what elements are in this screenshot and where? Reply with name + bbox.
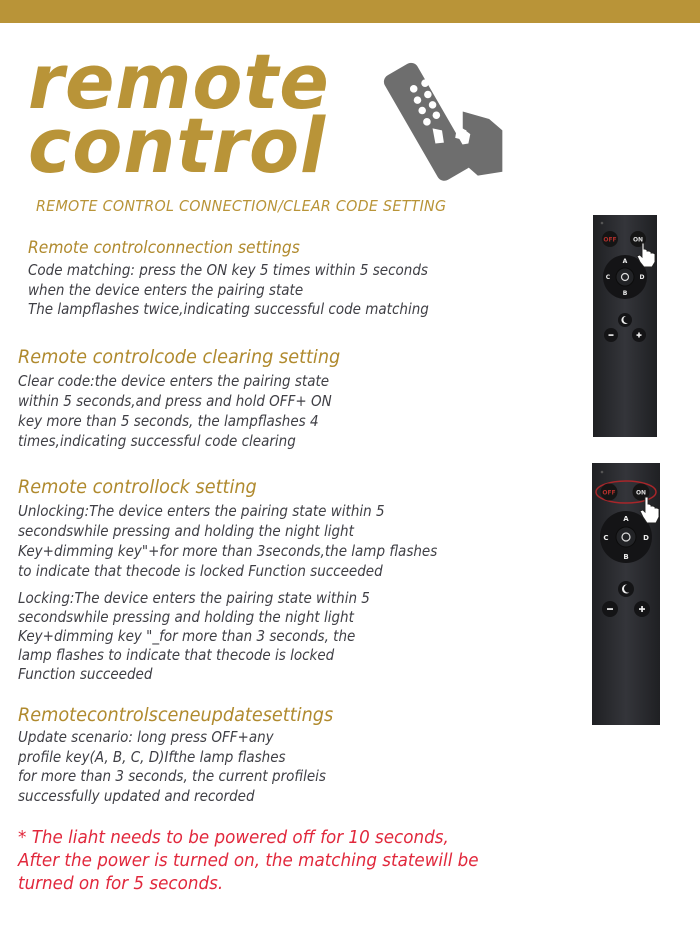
body-line: Unlocking:The device enters the pairing state within 5 xyxy=(18,502,385,520)
hero-title xyxy=(28,37,330,190)
svg-text:ON: ON xyxy=(632,236,644,244)
note-line: turned on for 5 seconds. xyxy=(18,873,224,894)
svg-text:A: A xyxy=(622,258,628,265)
section-body-unlocking xyxy=(18,501,437,581)
hero-title-line1: remote xyxy=(28,37,330,126)
section-code-clearing xyxy=(18,346,367,451)
body-line: within 5 seconds,and press and hold OFF+ ON xyxy=(18,392,332,410)
body-line: when the device enters the pairing state xyxy=(28,280,304,299)
svg-text:D: D xyxy=(643,534,649,542)
body-line: Function succeeded xyxy=(18,665,153,683)
off-button xyxy=(601,484,618,501)
section-heading: Remote controlcode clearing setting xyxy=(18,346,341,368)
body-line: successfully updated and recorded xyxy=(18,786,255,805)
section-heading: Remote controlconnection settings xyxy=(28,238,300,257)
section-connection-settings xyxy=(28,238,473,320)
warning-note xyxy=(18,826,479,895)
section-heading: Remotecontrolsceneupdatesettings xyxy=(18,704,334,726)
body-line: to indicate that thecode is locked Function succeeded xyxy=(18,562,383,580)
dim-minus-button xyxy=(602,601,618,617)
body-line: key more than 5 seconds, the lampflashes 4 xyxy=(18,412,319,430)
night-light-button xyxy=(618,581,634,597)
svg-text:B: B xyxy=(622,290,628,297)
remote-photo-lock xyxy=(592,463,660,725)
dim-plus-button xyxy=(634,601,650,617)
body-line: lamp flashes to indicate that thecode is locked xyxy=(18,646,335,664)
body-line: Update scenario: long press OFF+any xyxy=(18,728,274,746)
body-line: times,indicating successful code clearing xyxy=(18,432,296,450)
section-body-locking xyxy=(18,589,437,684)
section-lock-setting xyxy=(18,476,484,684)
body-line: Key+dimming key "_for more than 3 seconds, the xyxy=(18,627,356,645)
body-line: secondswhile pressing and holding the night light xyxy=(18,608,354,626)
section-body xyxy=(18,728,326,806)
body-line: Locking:The device enters the pairing state within 5 xyxy=(18,589,370,607)
body-line: The lampflashes twice,indicating successful code matching xyxy=(28,300,429,318)
body-line: Clear code:the device enters the pairing state xyxy=(18,372,330,390)
svg-text:OFF: OFF xyxy=(602,489,616,497)
body-line: Key+dimming key"+for more than 3seconds,the lamp flashes xyxy=(18,542,438,560)
night-light-button xyxy=(618,313,632,327)
svg-text:ON: ON xyxy=(635,489,647,497)
subtitle: REMOTE CONTROL CONNECTION/CLEAR CODE SETTING xyxy=(36,197,447,215)
top-accent-bar xyxy=(0,0,700,23)
hero-title-line2: control xyxy=(28,101,327,190)
section-scene-update xyxy=(18,704,360,806)
remote-photo-pairing xyxy=(593,215,657,437)
off-button xyxy=(602,231,618,247)
note-line: * The liaht needs to be powered off for 10 seconds, xyxy=(18,827,449,848)
svg-text:C: C xyxy=(603,534,609,542)
body-line: secondswhile pressing and holding the night light xyxy=(18,522,354,540)
dim-plus-button xyxy=(632,328,646,342)
note-line: After the power is turned on, the matching statewill be xyxy=(18,850,479,871)
section-body xyxy=(28,261,429,320)
section-heading: Remote controllock setting xyxy=(18,476,257,498)
body-line: for more than 3 seconds, the current profileis xyxy=(18,767,326,785)
svg-text:C: C xyxy=(605,274,611,281)
body-line: profile key(A, B, C, D)Ifthe lamp flashes xyxy=(18,747,286,766)
svg-text:D: D xyxy=(639,274,645,281)
svg-text:B: B xyxy=(623,553,629,561)
body-line: Code matching: press the ON key 5 times within 5 seconds xyxy=(28,261,428,279)
hand-holding-remote-icon xyxy=(376,53,508,185)
svg-text:A: A xyxy=(623,515,629,523)
dim-minus-button xyxy=(604,328,618,342)
section-body xyxy=(18,371,332,451)
svg-text:OFF: OFF xyxy=(603,236,617,244)
